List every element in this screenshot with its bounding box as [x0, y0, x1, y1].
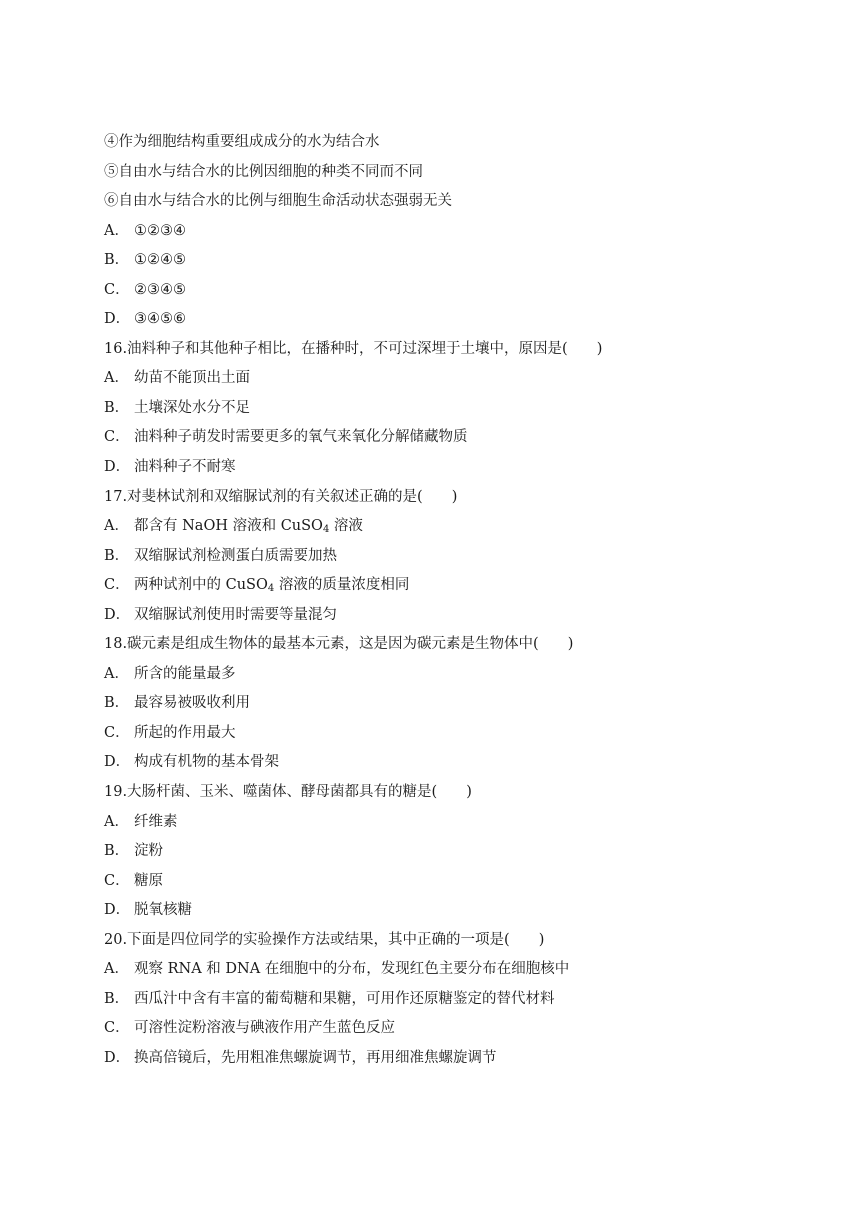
option-letter: D． — [104, 311, 131, 328]
q17-option-d — [104, 601, 824, 631]
q17-option-c — [104, 571, 824, 601]
option-letter: B． — [104, 843, 130, 860]
q15-option-a — [104, 217, 824, 247]
question-16-stem: 16.油料种子和其他种子相比，在播种时，不可过深埋于土壤中，原因是( ) — [104, 340, 603, 357]
option-text-pre: 都含有 NaOH 溶液和 CuSO — [134, 518, 323, 535]
option-letter: C． — [104, 1020, 130, 1037]
option-text: 油料种子萌发时需要更多的氧气来氧化分解储藏物质 — [134, 429, 468, 446]
q18-option-a — [104, 660, 824, 690]
option-letter: D． — [104, 754, 131, 771]
question-19-stem: 19.大肠杆菌、玉米、噬菌体、酵母菌都具有的糖是( ) — [104, 784, 472, 801]
q20-option-b — [104, 985, 824, 1015]
q20-option-a — [104, 955, 824, 985]
option-text: 换高倍镜后，先用粗准焦螺旋调节，再用细准焦螺旋调节 — [134, 1049, 497, 1066]
option-text: 幼苗不能顶出土面 — [134, 370, 250, 387]
q18-option-c — [104, 719, 824, 749]
option-letter: C． — [104, 577, 130, 594]
option-letter: D． — [104, 459, 131, 476]
option-text: 构成有机物的基本骨架 — [134, 754, 279, 771]
q15-option-b — [104, 246, 824, 276]
subscript: 4 — [322, 524, 330, 536]
option-letter: A． — [104, 222, 129, 239]
option-text: 油料种子不耐寒 — [134, 459, 236, 476]
option-letter: D． — [104, 902, 131, 919]
option-text: 所起的作用最大 — [134, 724, 236, 741]
option-text: 土壤深处水分不足 — [134, 399, 250, 416]
option-text: 糖原 — [134, 872, 163, 889]
q16-option-b — [104, 394, 824, 424]
q16-option-a — [104, 364, 824, 394]
option-letter: B． — [104, 990, 130, 1007]
q16-option-d — [104, 453, 824, 483]
option-letter: A． — [104, 813, 129, 830]
option-text: 脱氧核糖 — [134, 902, 192, 919]
option-text: ③④⑤⑥ — [134, 311, 186, 328]
option-text: 淀粉 — [134, 843, 163, 860]
question-20-stem: 20.下面是四位同学的实验操作方法或结果，其中正确的一项是( ) — [104, 931, 545, 948]
option-letter: C． — [104, 429, 130, 446]
option-text: 最容易被吸收利用 — [134, 695, 250, 712]
option-letter: A． — [104, 518, 129, 535]
q19-option-a — [104, 808, 824, 838]
statement-4: ④作为细胞结构重要组成成分的水为结合水 — [104, 134, 380, 150]
option-letter: D． — [104, 1049, 131, 1066]
subscript: 4 — [267, 583, 275, 595]
option-letter: D． — [104, 606, 131, 623]
q17-option-b — [104, 542, 824, 572]
q15-option-c — [104, 276, 824, 306]
option-text: ②③④⑤ — [134, 281, 186, 298]
option-text: 西瓜汁中含有丰富的葡萄糖和果糖，可用作还原糖鉴定的替代材料 — [134, 990, 555, 1007]
option-letter: A． — [104, 370, 129, 387]
option-text: 所含的能量最多 — [134, 665, 236, 682]
document-page — [104, 128, 824, 1074]
option-text: ①②④⑤ — [134, 252, 186, 269]
question-18-stem: 18.碳元素是组成生物体的最基本元素，这是因为碳元素是生物体中( ) — [104, 636, 574, 653]
option-text: 纤维素 — [134, 813, 178, 830]
option-letter: C． — [104, 281, 130, 298]
q19-option-d — [104, 896, 824, 926]
q20-option-d — [104, 1044, 824, 1074]
option-letter: A． — [104, 961, 129, 978]
option-text: 双缩脲试剂检测蛋白质需要加热 — [134, 547, 337, 564]
option-letter: C． — [104, 724, 130, 741]
option-text: 可溶性淀粉溶液与碘液作用产生蓝色反应 — [134, 1020, 395, 1037]
question-17-stem: 17.对斐林试剂和双缩脲试剂的有关叙述正确的是( ) — [104, 488, 458, 505]
q16-option-c — [104, 423, 824, 453]
statement-6: ⑥自由水与结合水的比例与细胞生命活动状态强弱无关 — [104, 193, 452, 210]
q19-option-c — [104, 867, 824, 897]
option-letter: A． — [104, 665, 129, 682]
q18-option-d — [104, 748, 824, 778]
option-letter: B． — [104, 695, 130, 712]
option-letter: B． — [104, 399, 130, 416]
q15-option-d — [104, 305, 824, 335]
q18-option-b — [104, 689, 824, 719]
option-text: 观察 RNA 和 DNA 在细胞中的分布，发现红色主要分布在细胞核中 — [134, 961, 570, 978]
statement-5: ⑤自由水与结合水的比例因细胞的种类不同而不同 — [104, 163, 423, 180]
option-text-post: 溶液 — [329, 518, 363, 535]
option-letter: B． — [104, 252, 130, 269]
q20-option-c — [104, 1014, 824, 1044]
option-text: ①②③④ — [134, 222, 186, 239]
option-text-pre: 两种试剂中的 CuSO — [134, 577, 268, 594]
option-text-post: 溶液的质量浓度相同 — [274, 577, 410, 594]
option-letter: C． — [104, 872, 130, 889]
option-text: 双缩脲试剂使用时需要等量混匀 — [134, 606, 337, 623]
q19-option-b — [104, 837, 824, 867]
option-letter: B． — [104, 547, 130, 564]
q17-option-a — [104, 512, 824, 542]
